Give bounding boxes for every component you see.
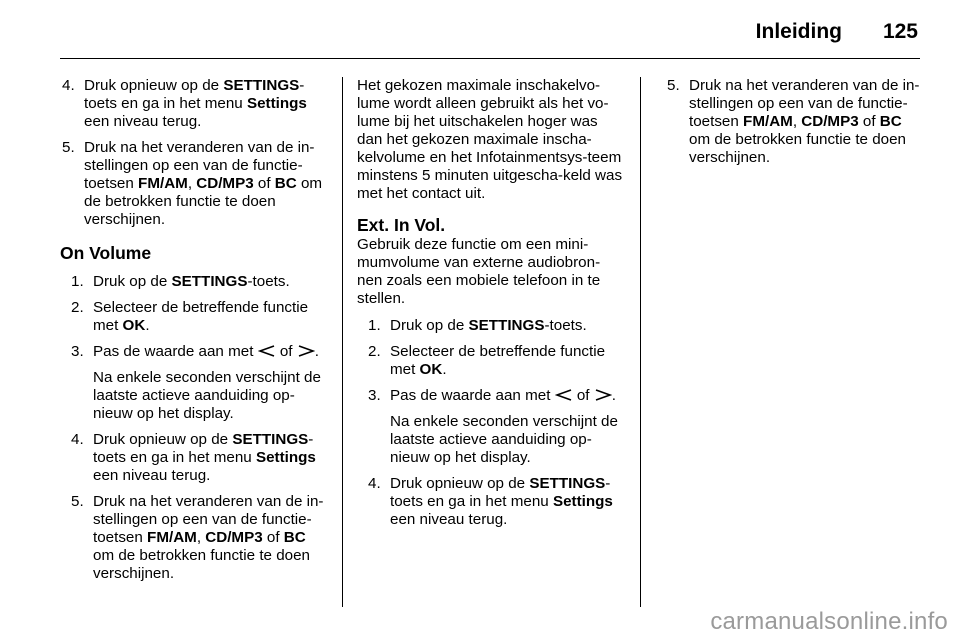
column-divider [640,77,641,607]
section-heading: Ext. In Vol. [357,215,446,235]
list-item: 3. Pas de waarde aan met of . Na enkele seconden verschijnt de laatste actieve aanduiding op-nieuw op het display. [368,387,618,466]
arrow-right-icon [594,389,612,401]
step-list [60,273,328,583]
list-item: 2. Selecteer de betreffende functie met OK. [71,299,309,334]
paragraph: Gebruik deze functie om een mini-mumvolume van externe audiobron-nen zoals een mobiele telefoon in te stellen. [357,236,601,307]
page-title: Inleiding [755,20,842,43]
page-number: 125 [882,20,918,43]
arrow-left-icon [258,345,276,357]
list-item: 1. Druk op de SETTINGS-toets. [71,273,290,290]
list-item: 3. Pas de waarde aan met of . Na enkele seconden verschijnt de laatste actieve aanduiding op-nieuw op het display. [71,343,321,422]
step-list [357,317,625,529]
list-item: 5. Druk na het veranderen van de in-stellingen op een van de functie-toetsen FM/AM, CD/MP3 of BC om de betrokken functie te doen verschijnen. [71,493,324,582]
list-item: 2. Selecteer de betreffende functie met OK. [368,343,606,378]
column-3 [665,77,927,175]
list-item: 4. Druk opnieuw op de SETTINGS-toets en ga in het menu Settings een niveau terug. [71,431,316,484]
header-rule [60,58,920,59]
step-list [60,77,328,229]
column-1 [60,77,328,591]
column-divider [342,77,343,607]
list-item: 1. Druk op de SETTINGS-toets. [368,317,587,334]
page-header [0,0,960,58]
arrow-left-icon [555,389,573,401]
list-item: 5. Druk na het veranderen van de in-stellingen op een van de functie-toetsen FM/AM, CD/MP3 of BC om de betrokken functie te doen verschijnen. [62,139,323,228]
watermark: carmanualsonline.info [710,608,948,635]
list-item: 4. Druk opnieuw op de SETTINGS-toets en ga in het menu Settings een niveau terug. [62,77,307,130]
column-2 [357,77,625,537]
paragraph: Het gekozen maximale inschakelvo-lume wordt alleen gebruikt als het vo-lume bij het uitschakelen hoger was dan het gekozen maximale inscha-kelvolume en het Infotainmentsys-teem minstens 5 minuten uitgescha-keld was met het contact uit. [357,77,623,202]
list-item: 4. Druk opnieuw op de SETTINGS-toets en ga in het menu Settings een niveau terug. [368,475,613,528]
list-item: 5. Druk na het veranderen van de in-stellingen op een van de functie-toetsen FM/AM, CD/MP3 of BC om de betrokken functie te doen verschijnen. [667,77,920,166]
step-list [665,77,927,167]
section-heading: On Volume [60,243,152,263]
arrow-right-icon [297,345,315,357]
